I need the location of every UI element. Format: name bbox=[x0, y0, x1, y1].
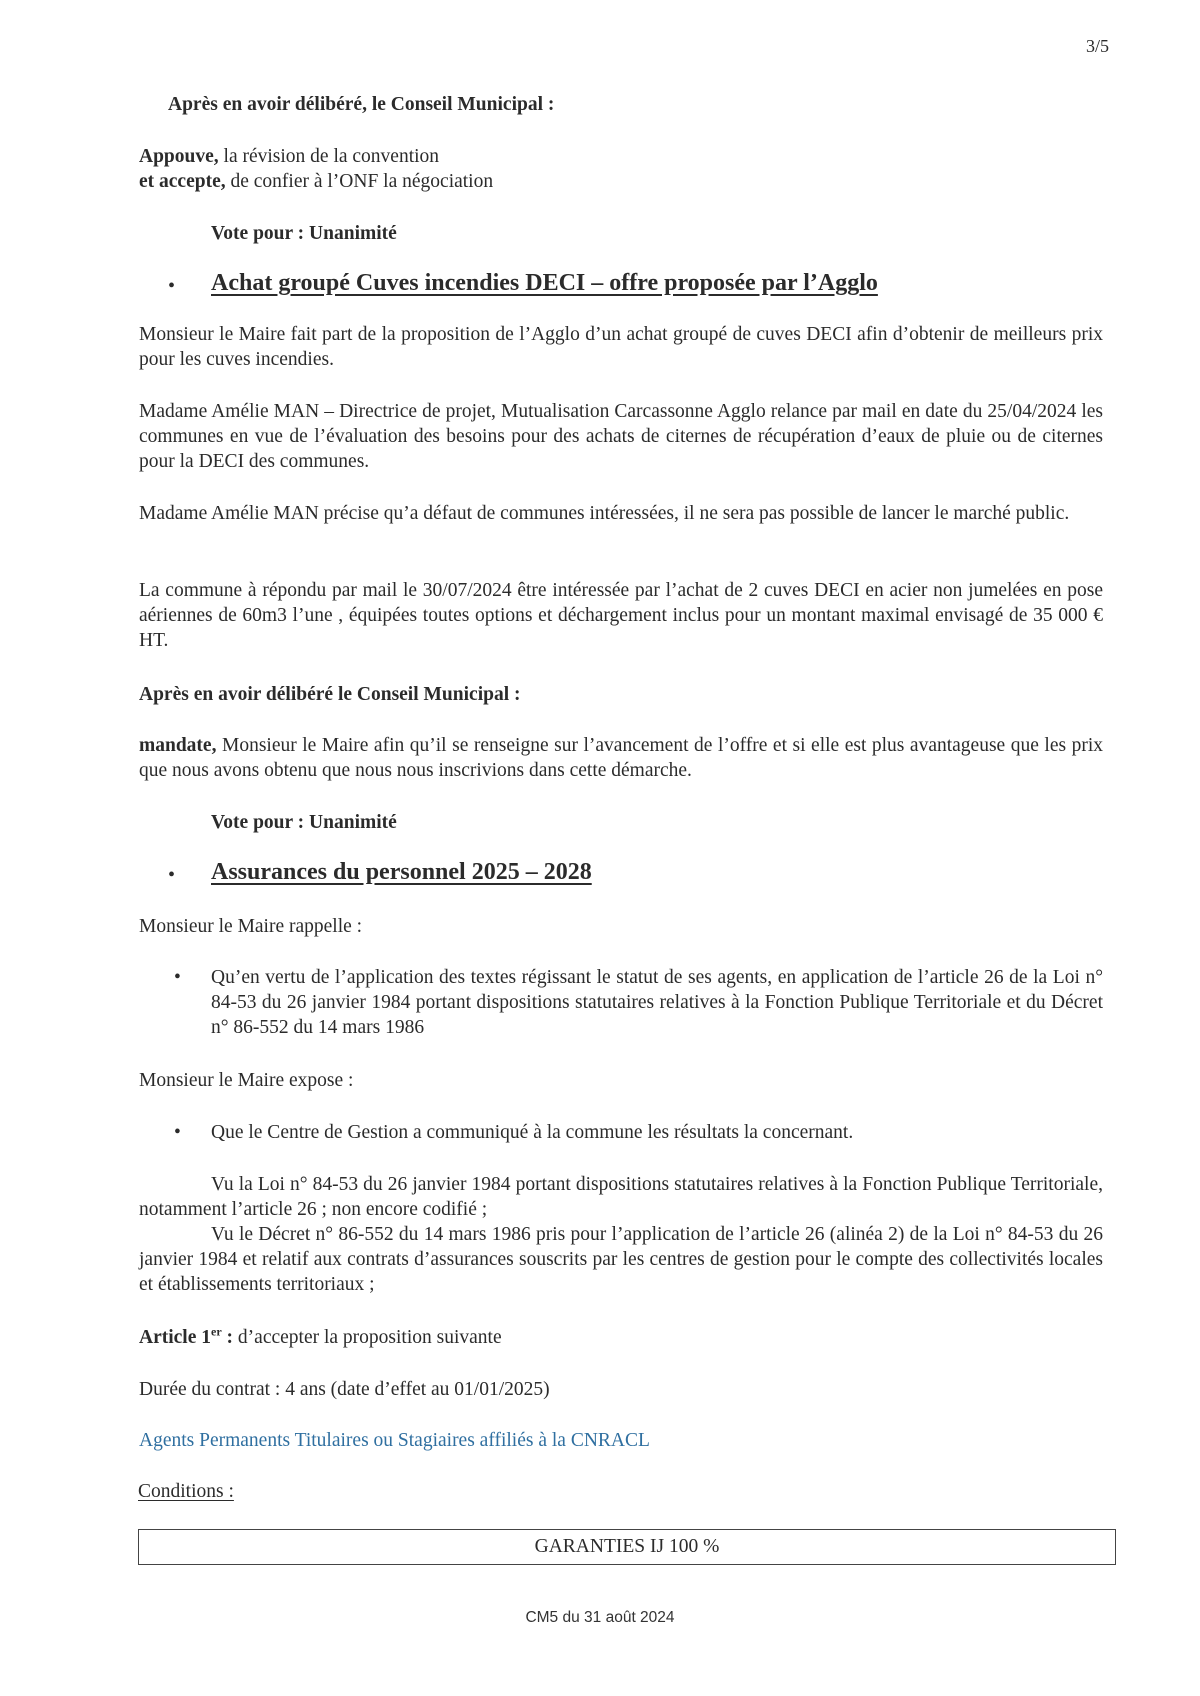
vote-result: Vote pour : Unanimité bbox=[211, 812, 397, 833]
bullet-icon: • bbox=[168, 864, 176, 886]
section-title: Achat groupé Cuves incendies DECI – offre proposée par l’Agglo bbox=[211, 270, 878, 296]
accept-text: de confier à l’ONF la négociation bbox=[225, 171, 494, 192]
accept-keyword: et accepte, bbox=[139, 171, 226, 192]
approve-text: la révision de la convention bbox=[218, 146, 440, 167]
bullet-icon: • bbox=[168, 275, 176, 297]
page-number: 3/5 bbox=[1086, 36, 1110, 56]
recall-intro: Monsieur le Maire rappelle : bbox=[139, 916, 363, 937]
bullet-icon: • bbox=[174, 1122, 181, 1143]
expose-intro: Monsieur le Maire expose : bbox=[139, 1070, 354, 1091]
approve-line bbox=[139, 144, 439, 169]
paragraph: Monsieur le Maire fait part de la proposition de l’Agglo d’un achat groupé de cuves DECI afin d’obtenir de meilleurs prix pour les cuves incendies. bbox=[139, 324, 1103, 370]
vu-loi-paragraph: Vu la Loi n° 84-53 du 26 janvier 1984 portant dispositions statutaires relatives à la Fonction Publique Territoriale, notamment l’article 26 ; non encore codifié ; bbox=[139, 1174, 1103, 1220]
mandate-text: Monsieur le Maire afin qu’il se renseigne sur l’avancement de l’offre et si elle est plus avantageuse que les prix que nous avons obtenu que nous nous inscrivions dans cette démarche. bbox=[139, 735, 1103, 781]
article-colon: : bbox=[221, 1327, 234, 1348]
article-text: d’accepter la proposition suivante bbox=[233, 1327, 502, 1348]
article-line bbox=[139, 1325, 502, 1350]
guarantees-table-header bbox=[138, 1529, 1116, 1565]
paragraph: Madame Amélie MAN précise qu’a défaut de communes intéressées, il ne sera pas possible de lancer le marché public. bbox=[139, 503, 1070, 524]
deliberation-heading: Après en avoir délibéré, le Conseil Municipal : bbox=[168, 94, 555, 115]
recall-item: Qu’en vertu de l’application des textes régissant le statut de ses agents, en application de l’article 26 de la Loi n° 84-53 du 26 janvier 1984 portant dispositions statutaires relatives à la Fonction Publique Territoriale et du Décret n° 86-552 du 14 mars 1986 bbox=[211, 967, 1103, 1038]
conditions-label: Conditions : bbox=[138, 1481, 234, 1502]
paragraph: La commune à répondu par mail le 30/07/2024 être intéressée par l’achat de 2 cuves DECI en acier non jumelées en pose aériennes de 60m3 l’une , équipées toutes options et déchargement inclus pour un montant maximal envisagé de 35 000 € HT. bbox=[139, 580, 1103, 651]
paragraph: Madame Amélie MAN – Directrice de projet, Mutualisation Carcassonne Agglo relance par mail en date du 25/04/2024 les communes en vue de l’évaluation des besoins pour des achats de citernes de récupération d’eaux de pluie ou de citernes pour la DECI des communes. bbox=[139, 401, 1103, 472]
vu-decret-paragraph: Vu le Décret n° 86-552 du 14 mars 1986 pris pour l’application de l’article 26 (alinéa 2) de la Loi n° 84-53 du 26 janvier 1984 et relatif aux contrats d’assurances souscrits par les centres de gestion pour le compte des collectivités locales et établissements territoriaux ; bbox=[139, 1224, 1103, 1295]
deliberation-heading: Après en avoir délibéré le Conseil Municipal : bbox=[139, 684, 521, 705]
vote-result: Vote pour : Unanimité bbox=[211, 223, 397, 244]
agents-heading: Agents Permanents Titulaires ou Stagiaires affiliés à la CNRACL bbox=[139, 1430, 650, 1451]
section-title: Assurances du personnel 2025 – 2028 bbox=[211, 859, 592, 885]
article-superscript: er bbox=[211, 1324, 222, 1339]
bullet-icon: • bbox=[174, 967, 181, 988]
accept-line bbox=[139, 169, 493, 194]
footer: CM5 du 31 août 2024 bbox=[525, 1609, 675, 1626]
expose-item: Que le Centre de Gestion a communiqué à la commune les résultats la concernant. bbox=[211, 1122, 854, 1143]
guarantees-header-cell: GARANTIES IJ 100 % bbox=[534, 1536, 720, 1557]
mandate-keyword: mandate, bbox=[139, 735, 217, 756]
contract-duration: Durée du contrat : 4 ans (date d’effet au 01/01/2025) bbox=[139, 1379, 550, 1400]
article-label: Article 1 bbox=[139, 1327, 212, 1348]
approve-keyword: Appouve, bbox=[139, 146, 219, 167]
mandate-paragraph bbox=[139, 733, 1103, 783]
